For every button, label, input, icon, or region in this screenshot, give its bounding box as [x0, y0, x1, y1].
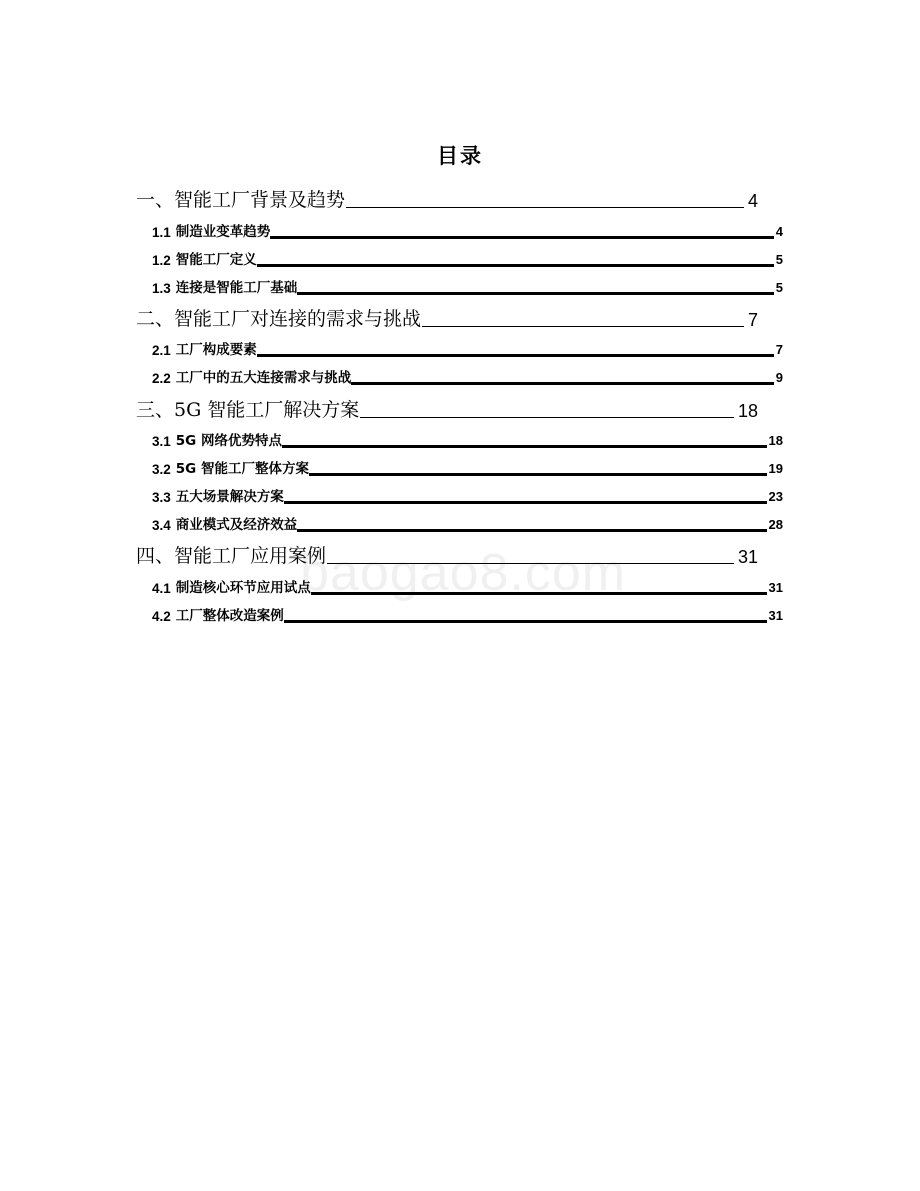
toc-section-2-2[interactable] [152, 366, 783, 386]
toc-page-number: 31 [768, 608, 783, 623]
toc-section-number: 4.2 [152, 609, 171, 624]
toc-section-3-4[interactable] [152, 513, 783, 533]
toc-page-number: 23 [768, 489, 783, 504]
toc-page-number: 7 [775, 342, 783, 357]
watermark-text: baogao8.com [300, 544, 627, 602]
toc-section-4-1[interactable] [152, 576, 783, 596]
toc-chapter-label: 一、智能工厂背景及趋势 [136, 189, 346, 211]
toc-leader-line [284, 501, 767, 504]
toc-section-label: 制造核心环节应用试点 [175, 580, 311, 596]
toc-leader-line [297, 292, 773, 295]
toc-chapter-3[interactable] [136, 396, 758, 422]
toc-chapter-1[interactable] [136, 186, 758, 212]
toc-page-number: 18 [737, 401, 758, 421]
toc-section-label: 五大场景解决方案 [175, 489, 284, 505]
toc-section-label: 工厂整体改造案例 [175, 608, 284, 624]
toc-section-number: 1.3 [152, 281, 171, 296]
toc-section-label: 智能工厂定义 [175, 252, 257, 268]
toc-page-number: 5 [775, 280, 783, 295]
toc-leader-line [311, 592, 767, 595]
toc-leader-line [327, 563, 734, 564]
toc-leader-line [282, 445, 767, 448]
toc-leader-line [297, 529, 766, 532]
toc-section-number: 1.1 [152, 225, 171, 240]
toc-page-number: 31 [768, 580, 783, 595]
toc-section-number: 3.3 [152, 490, 171, 505]
toc-section-label: 5G 网络优势特点 [175, 433, 282, 449]
toc-section-number: 2.2 [152, 371, 171, 386]
toc-leader-line [351, 382, 773, 385]
toc-leader-line [257, 264, 774, 267]
toc-page-number: 18 [768, 433, 783, 448]
toc-chapter-4[interactable] [136, 542, 758, 568]
toc-section-2-1[interactable] [152, 338, 783, 358]
toc-section-label: 工厂构成要素 [175, 342, 257, 358]
toc-chapter-2[interactable] [136, 305, 758, 331]
toc-leader-line [270, 236, 773, 239]
toc-section-number: 2.1 [152, 343, 171, 358]
toc-page-number: 7 [747, 310, 758, 330]
toc-page-number: 4 [775, 224, 783, 239]
toc-section-3-2[interactable] [152, 457, 783, 477]
toc-chapter-label: 三、5G 智能工厂解决方案 [136, 399, 360, 421]
toc-page-number: 9 [775, 370, 783, 385]
toc-page-number: 4 [747, 191, 758, 211]
toc-title: 目录 [437, 144, 483, 168]
toc-section-1-3[interactable] [152, 276, 783, 296]
toc-page-number: 5 [775, 252, 783, 267]
toc-section-number: 4.1 [152, 581, 171, 596]
toc-section-label: 工厂中的五大连接需求与挑战 [175, 370, 352, 386]
toc-leader-line [257, 354, 774, 357]
toc-page-number: 19 [768, 461, 783, 476]
toc-section-1-1[interactable] [152, 220, 783, 240]
toc-section-number: 3.2 [152, 462, 171, 477]
toc-chapter-label: 四、智能工厂应用案例 [136, 545, 327, 567]
toc-section-3-1[interactable] [152, 429, 783, 449]
toc-section-4-2[interactable] [152, 604, 783, 624]
toc-section-label: 5G 智能工厂整体方案 [175, 461, 309, 477]
toc-section-label: 制造业变革趋势 [175, 224, 271, 240]
toc-section-number: 1.2 [152, 253, 171, 268]
toc-leader-line [284, 620, 767, 623]
toc-section-1-2[interactable] [152, 248, 783, 268]
toc-chapter-label: 二、智能工厂对连接的需求与挑战 [136, 308, 422, 330]
toc-section-number: 3.4 [152, 518, 171, 533]
toc-leader-line [422, 326, 744, 327]
toc-leader-line [346, 207, 744, 208]
toc-section-number: 3.1 [152, 434, 171, 449]
toc-page-number: 28 [768, 517, 783, 532]
toc-section-3-3[interactable] [152, 485, 783, 505]
toc-leader-line [360, 417, 734, 418]
toc-leader-line [309, 473, 767, 476]
toc-section-label: 连接是智能工厂基础 [175, 280, 298, 296]
toc-page-number: 31 [737, 547, 758, 567]
toc-section-label: 商业模式及经济效益 [175, 517, 298, 533]
